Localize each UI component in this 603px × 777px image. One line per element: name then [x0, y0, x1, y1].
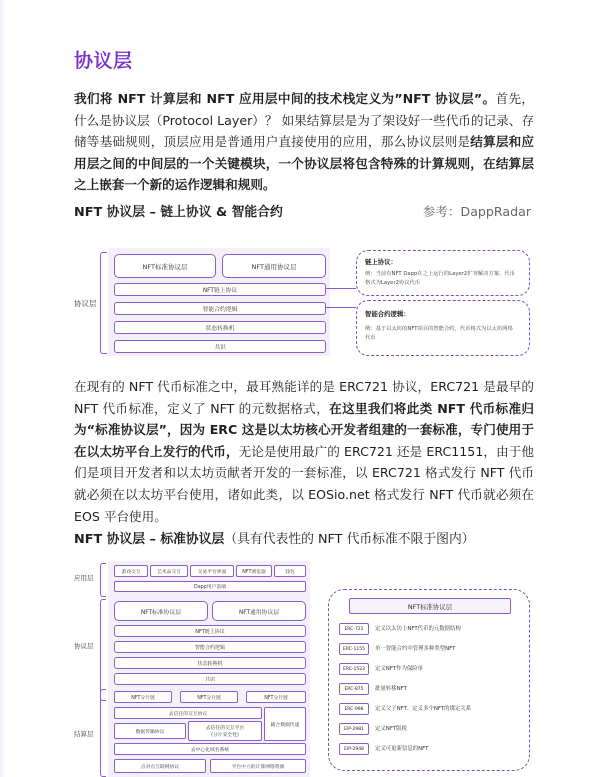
app-brace	[100, 563, 106, 597]
app-chip: NFT浏览器	[236, 565, 272, 577]
shard-chain-chip: NFT分片链	[114, 691, 172, 703]
aux-data-box: 辅合数据传递	[264, 707, 306, 741]
protocol-layer-diagram	[74, 246, 534, 358]
standard-protocol-box: NFT标准协议层	[114, 254, 216, 278]
contract-callout-title: 智能合约逻辑：	[365, 310, 410, 318]
dns-row: 去中心化域名系统	[114, 743, 306, 755]
standard-code: EIP-2981	[339, 723, 369, 735]
page-edge	[0, 0, 6, 777]
settlement-brace	[100, 689, 106, 777]
protocol-layer-label: 协议层	[74, 642, 94, 650]
shard-chain-chip: NFT分片链	[180, 691, 238, 703]
standard-code: ERC-998	[339, 703, 369, 715]
standard-desc: 定义父子NFT、定义多个NFT的绑定关系	[375, 706, 472, 712]
standard-code: ERC-1155	[339, 643, 369, 655]
app-chip: 钱包	[274, 565, 306, 577]
standard-desc: 定义以太坊上NFT代币的元数据结构	[375, 626, 461, 632]
dapp-frontend-bar: Dapp用户前端	[114, 581, 306, 592]
standard-protocol-diagram	[74, 561, 534, 777]
p2p-row: 点对点互联网协议	[114, 759, 206, 773]
reference-note: 参考：DappRadar	[422, 204, 531, 219]
erc-bold: 在这里我们将此类 NFT 代币标准归为“标准协议层”，因为 ERC 这是以太坊核心开发者组建的一套标准，专门使用于在以太坊平台上发行的代币，	[74, 400, 534, 459]
state-machine-row: 状态转换机	[114, 657, 306, 669]
consensus-row: 共识	[114, 673, 306, 685]
smart-contract-row: 智能合约逻辑	[114, 641, 306, 653]
app-chip: 游戏交互	[114, 565, 148, 577]
standard-code: ERC-721	[339, 623, 369, 635]
page-title: 协议层	[74, 50, 133, 72]
section-heading-2-note: （具有代表性的 NFT 代币标准不限于图内）	[224, 532, 475, 547]
standards-callout	[328, 589, 530, 771]
protocol-brace	[100, 599, 106, 701]
general-protocol-box: NFT通用协议层	[222, 254, 326, 278]
intro-bold-2: 结算层和应用层之间的中间层的一个关键模块，一个协议层将包含特殊的计算规则，在结算层之上嵌套一个新的运作逻辑和规则。	[74, 134, 535, 193]
onchain-callout	[356, 250, 530, 296]
section-heading-2	[74, 528, 475, 547]
erc-text-1: 在现有的 NFT 代币标准之中，最耳熟能详的是 ERC721 协议，ERC721 是最早的 NFT 代币标准，定义了 NFT 的元数据格式，	[74, 379, 534, 416]
app-layer-label: 应用层	[74, 574, 94, 582]
standard-desc: 定义NFT版税	[375, 726, 407, 732]
state-machine-row: 状态转换机	[114, 321, 326, 334]
smart-contract-row: 智能合约逻辑	[114, 302, 326, 315]
callout-arrow-1	[326, 288, 356, 289]
standard-row	[339, 723, 525, 734]
contract-callout-text: 例：基于以太坊的NFT项目的智能合约，代币格式为以太坊网络代币	[365, 326, 513, 341]
intro-bold-1: 我们将 NFT 计算层和 NFT 应用层中间的技术栈定义为”NFT 协议层”。	[74, 91, 496, 106]
layer-label: 协议层	[74, 299, 97, 308]
standard-desc: 定义NFT作为保险单	[375, 666, 424, 672]
contract-callout	[356, 300, 530, 356]
section-heading-1: NFT 协议层 – 链上协议 & 智能合约	[74, 205, 283, 220]
erc-paragraph	[74, 376, 534, 527]
onchain-protocol-row: NFT链上协议	[114, 283, 326, 296]
standard-desc: 单一智能合约中管理多种类型NFT	[375, 646, 456, 652]
settlement-layer-label: 结算层	[74, 730, 94, 738]
standard-desc: 批量转移NFT	[375, 686, 407, 692]
standard-protocol-box: NFT标准协议层	[114, 601, 208, 621]
intro-paragraph	[74, 88, 534, 196]
standard-row	[339, 743, 525, 754]
compute-network-row: 平台中立的计算网络资源	[210, 759, 306, 773]
app-chip: 交易平台界面	[190, 565, 234, 577]
standards-callout-title: NFT标准协议层	[349, 598, 511, 614]
app-chip: 艺术品交互	[150, 565, 188, 577]
shard-security-label: (分片安全性)	[211, 733, 239, 738]
standard-code: ERC-1523	[339, 663, 369, 675]
standard-code: ERC-875	[339, 683, 369, 695]
layer-brace	[100, 252, 107, 354]
standard-row	[339, 643, 525, 654]
onchain-callout-text: 例：当前有NFT Dapp在之上运行的Layer2扩容解决方案、代币格式为Layer2协议代币	[365, 271, 515, 286]
standard-row	[339, 703, 525, 714]
data-transfer-row: 数据传输协议	[114, 723, 186, 739]
standard-row	[339, 663, 525, 674]
shard-chain-chip: NFT分片链	[246, 691, 306, 703]
trustless-platform-box	[188, 721, 262, 741]
erc-text-2: 无论是使用最广的 ERC721 还是 ERC1151，由于他们是项目开发者和以太坊贡献者开发的一套标准，以 ERC721 格式发行 NFT 代币就必须在以太坊平台使用，诸如此类，以 EOSio.net 格式发行 NFT 代币就必须在 EOS 平台使用。	[74, 443, 534, 524]
trustless-protocol-row: 去信任的交互协议	[114, 707, 262, 719]
standard-code: EIP-2948	[339, 743, 369, 755]
consensus-row: 共识	[114, 340, 326, 353]
onchain-callout-title: 链上协议：	[365, 258, 397, 266]
callout-arrow-2	[326, 307, 356, 308]
onchain-protocol-row: NFT链上协议	[114, 625, 306, 637]
section-heading-2-title: NFT 协议层 – 标准协议层	[74, 532, 225, 547]
general-protocol-box: NFT通用协议层	[212, 601, 306, 621]
standard-desc: 定义可更新信息的NFT	[375, 746, 429, 752]
standard-row	[339, 683, 525, 694]
standard-row	[339, 623, 525, 634]
trustless-platform-label: 去信任的交互平台	[205, 726, 245, 731]
intro-text: 首先，什么是协议层（Protocol Layer）？ 如果结算层是为了架设好一些代币的记录、存储等基础规则，顶层应用是普通用户直接使用的应用，那么协议层则是	[74, 91, 534, 150]
